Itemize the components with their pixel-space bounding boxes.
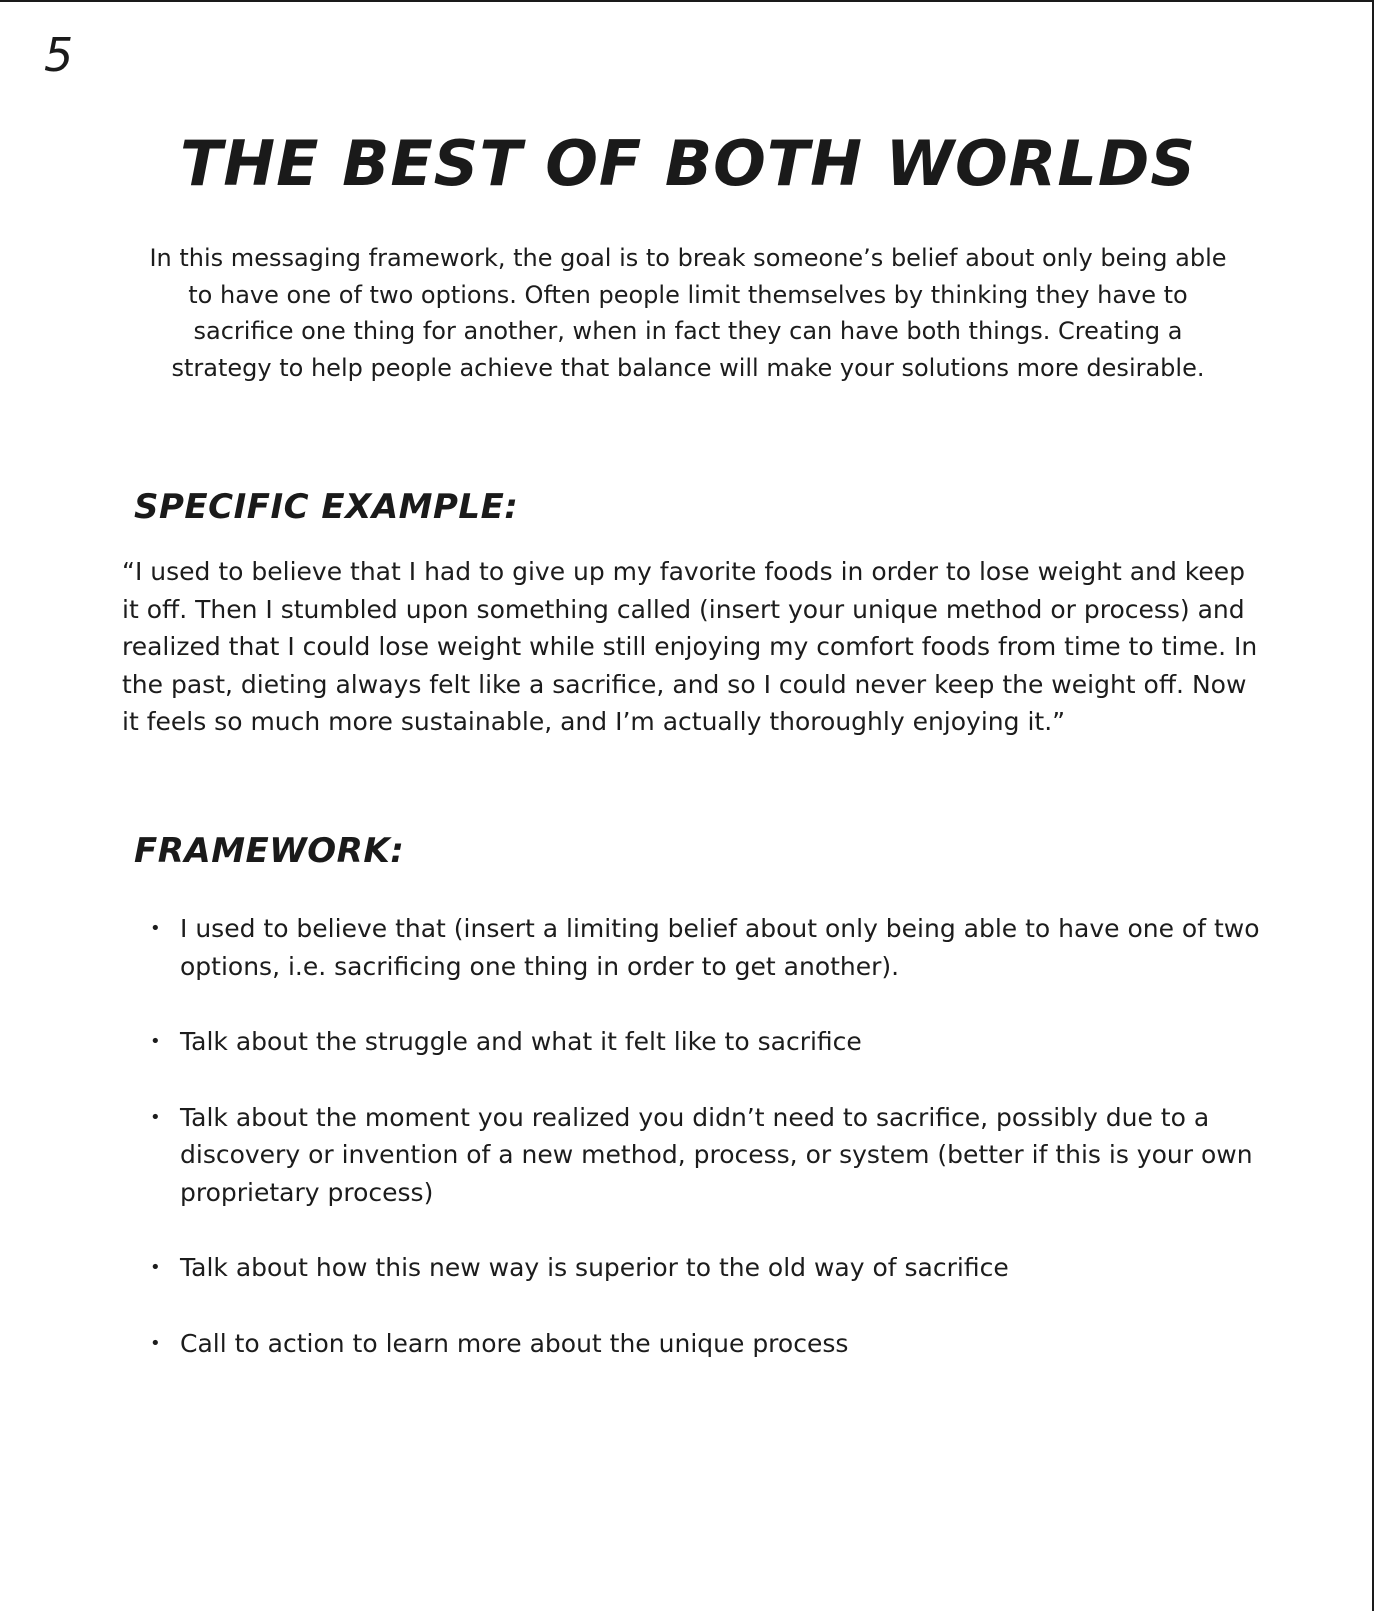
framework-item-text: Call to action to learn more about the unique process xyxy=(180,1328,849,1358)
specific-example-quote: “I used to believe that I had to give up my favorite foods in order to lose weight and keep it off. Then I stumbled upon something called (insert your unique method or process) and realized that I could lose weight while still enjoying my comfort foods from time to time. In the past, dieting always felt like a sacrifice, and so I could never keep the weight off. Now it feels so much more sustainable, and I’m actually thoroughly enjoying it.” xyxy=(122,557,1258,736)
page-title: THE BEST OF BOTH WORLDS xyxy=(179,127,1197,200)
framework-heading: FRAMEWORK: xyxy=(134,831,405,871)
bullet-icon: • xyxy=(150,1257,161,1278)
framework-list-item xyxy=(148,1325,1262,1363)
bullet-icon: • xyxy=(150,1332,161,1354)
bullet-icon: • xyxy=(150,918,161,939)
intro-paragraph: In this messaging framework, the goal is to break someone’s belief about only being able to have one of two options. Often people limit themselves by thinking they have to sacrifice one thing for another, when in fact they can have both things. Creating a strategy to help people achieve that balance will make your solutions more desirable. xyxy=(149,244,1227,382)
bullet-icon: • xyxy=(150,1106,161,1128)
framework-list-item xyxy=(148,1023,1262,1061)
framework-list xyxy=(148,910,1262,1400)
framework-item-text: Talk about the struggle and what it felt like to sacrifice xyxy=(180,1027,862,1056)
framework-list-item xyxy=(148,910,1262,985)
framework-list-item xyxy=(148,1099,1262,1212)
bullet-icon: • xyxy=(150,1031,161,1052)
page-number: 5 xyxy=(44,28,74,82)
framework-item-text: Talk about the moment you realized you didn’t need to sacrifice, possibly due to a discovery or invention of a new method, process, or system (better if this is your own proprietary process) xyxy=(180,1102,1253,1207)
framework-item-text: I used to believe that (insert a limiting belief about only being able to have one of two options, i.e. sacrificing one thing in order to get another). xyxy=(180,914,1260,981)
specific-example-heading: SPECIFIC EXAMPLE: xyxy=(134,487,519,527)
framework-list-item xyxy=(148,1249,1262,1287)
framework-item-text: Talk about how this new way is superior to the old way of sacrifice xyxy=(180,1253,1009,1282)
